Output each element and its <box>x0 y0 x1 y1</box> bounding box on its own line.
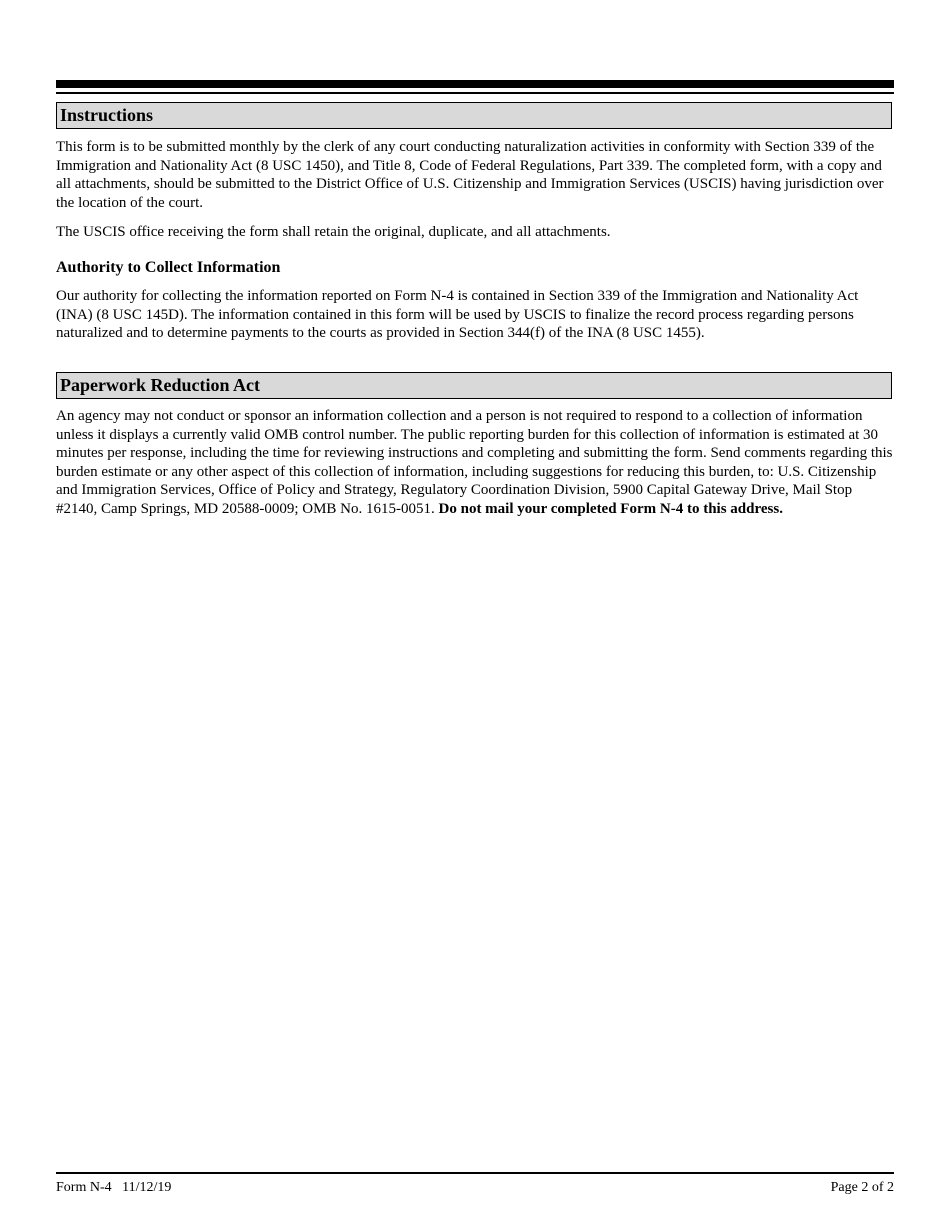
footer-page-number: Page 2 of 2 <box>830 1180 894 1195</box>
paperwork-paragraph <box>56 407 894 519</box>
document-page <box>56 0 894 1230</box>
top-rule-thin <box>56 92 894 94</box>
paperwork-bold-note: Do not mail your completed Form N-4 to this address. <box>438 500 783 517</box>
footer-rule <box>56 1172 894 1174</box>
top-rule-thick <box>56 80 894 88</box>
paperwork-body-text: An agency may not conduct or sponsor an information collection and a person is not required to respond to a collection of information unless it displays a currently valid OMB control number. The public reporting burden for this collection of information is estimated at 30 minutes per response, including the time for reviewing instructions and completing and submitting the form. Send comments regarding this burden estimate or any other aspect of this collection of information, including suggestions for reducing this burden, to: U.S. Citizenship and Immigration Services, Office of Policy and Strategy, Regulatory Coordination Division, 5900 Capital Gateway Drive, Mail Stop #2140, Camp Springs, MD 20588-0009; OMB No. 1615-0051. <box>56 408 893 517</box>
instructions-heading: Instructions <box>56 102 892 129</box>
instructions-paragraph-1: This form is to be submitted monthly by the clerk of any court conducting naturalization activities in conformity with Section 339 of the Immigration and Nationality Act (8 USC 1450), and Title 8, Code of Federal Regulations, Part 339. The completed form, with a copy and all attachments, should be submitted to the District Office of U.S. Citizenship and Immigration Services (USCIS) having jurisdiction over the location of the court. <box>56 139 884 211</box>
paperwork-heading: Paperwork Reduction Act <box>56 372 892 399</box>
footer-form-id: Form N-4 11/12/19 <box>56 1180 172 1195</box>
authority-paragraph: Our authority for collecting the information reported on Form N-4 is contained in Section 339 of the Immigration and Nationality Act (INA) (8 USC 145D). The information contained in this form will be used by USCIS to finalize the record process regarding persons naturalized and to determine payments to the courts as provided in Section 344(f) of the INA (8 USC 1455). <box>56 288 859 342</box>
instructions-paragraph-2: The USCIS office receiving the form shall retain the original, duplicate, and all attachments. <box>56 224 611 240</box>
authority-heading: Authority to Collect Information <box>56 259 281 276</box>
